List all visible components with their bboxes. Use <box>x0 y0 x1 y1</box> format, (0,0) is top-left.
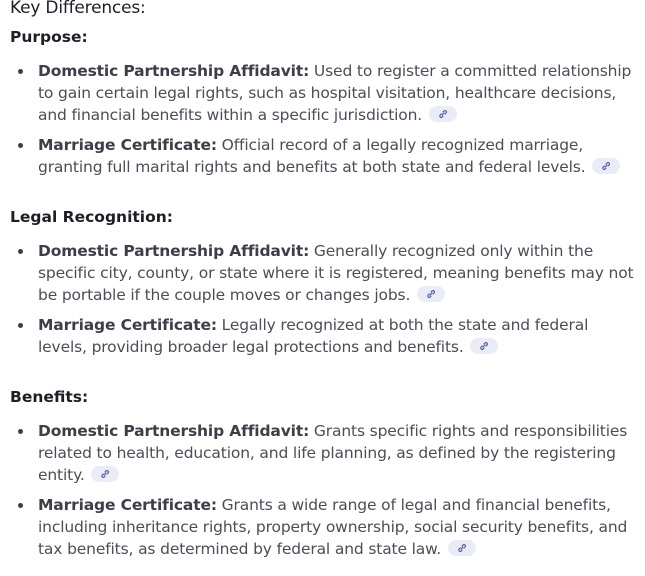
section-title-purpose: Purpose: <box>10 28 88 46</box>
citation-link-button[interactable] <box>470 338 498 354</box>
item-text: Used to register a committed relationship to gain certain legal rights, such as hospital visitation, healthcare decisions, and financial benefits within a specific jurisdiction. <box>38 62 632 124</box>
item-text: Official record of a legally recognized marriage, granting full marital rights and benefits at both state and federal levels. <box>38 136 586 176</box>
list-item <box>10 240 638 306</box>
item-text: Legally recognized at both the state and federal levels, providing broader legal protections and benefits. <box>38 316 589 356</box>
item-term: Marriage Certificate: <box>38 316 217 334</box>
list-item <box>10 60 638 126</box>
citation-link-button[interactable] <box>429 106 457 122</box>
citation-link-button[interactable] <box>448 540 476 556</box>
link-icon <box>438 109 448 119</box>
list-item <box>10 494 638 560</box>
legal-recognition-list <box>10 240 638 358</box>
purpose-list <box>10 60 638 178</box>
page-heading: Key Differences: <box>10 0 146 18</box>
link-icon <box>479 341 489 351</box>
list-item <box>10 314 638 358</box>
item-term: Domestic Partnership Affidavit: <box>38 422 310 440</box>
item-term: Domestic Partnership Affidavit: <box>38 62 310 80</box>
citation-link-button[interactable] <box>91 466 119 482</box>
document-body <box>10 0 638 560</box>
item-term: Marriage Certificate: <box>38 496 217 514</box>
link-icon <box>426 289 436 299</box>
item-text: Grants a wide range of legal and financial benefits, including inheritance rights, property ownership, social security benefits, and tax benefits, as determined by federal and state law. <box>38 496 628 558</box>
list-item <box>10 420 638 486</box>
benefits-list <box>10 420 638 560</box>
link-icon <box>100 469 110 479</box>
link-icon <box>457 543 467 553</box>
item-text: Grants specific rights and responsibilities related to health, education, and life planning, as defined by the registering entity. <box>38 422 628 484</box>
item-term: Marriage Certificate: <box>38 136 217 154</box>
citation-link-button[interactable] <box>592 158 620 174</box>
item-term: Domestic Partnership Affidavit: <box>38 242 310 260</box>
citation-link-button[interactable] <box>417 286 445 302</box>
section-title-benefits: Benefits: <box>10 388 89 406</box>
list-item <box>10 134 638 178</box>
section-title-legal-recognition: Legal Recognition: <box>10 208 173 226</box>
link-icon <box>601 161 611 171</box>
item-text: Generally recognized only within the specific city, county, or state where it is registered, meaning benefits may not be portable if the couple moves or changes jobs. <box>38 242 634 304</box>
